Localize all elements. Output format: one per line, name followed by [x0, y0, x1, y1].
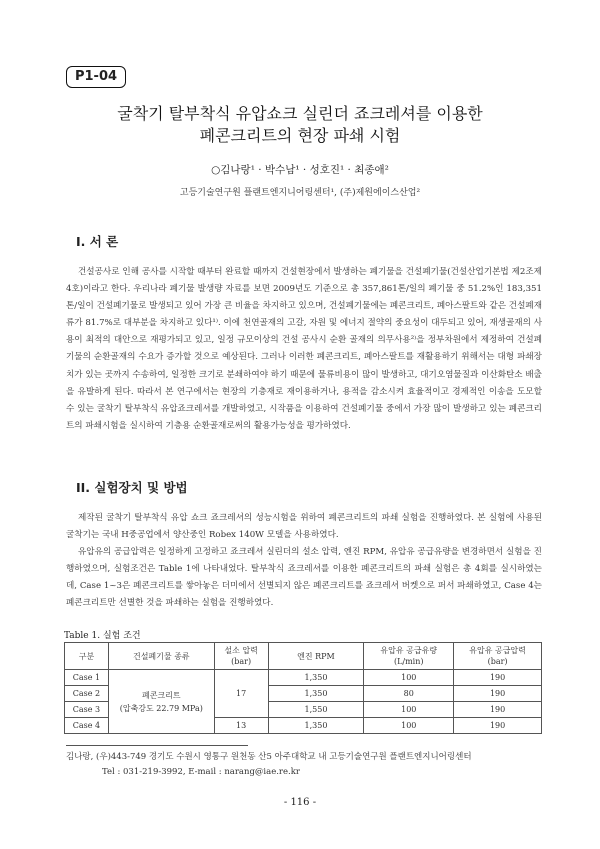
- footnote-contact: Tel : 031-219-3992, E-mail : narang@iae.re.kr: [102, 767, 300, 777]
- header-cell: 유압유 공급압력 (bar): [454, 643, 542, 670]
- case-cell: Case 2: [65, 686, 109, 702]
- table-caption: Table 1. 실험 조건: [64, 631, 141, 641]
- experiment-conditions-table: [64, 642, 542, 734]
- section-heading-intro: I. 서 론: [76, 234, 119, 249]
- rpm-cell: 1,350: [268, 670, 364, 686]
- footnote-divider: [66, 745, 248, 746]
- pressure-cell: 13: [214, 718, 268, 734]
- rpm-cell: 1,350: [268, 686, 364, 702]
- header-cell: 유압유 공급유량 (L/min): [364, 643, 454, 670]
- flow-cell: 100: [364, 702, 454, 718]
- paper-title-line1: 굴착기 탈부착식 유압쇼크 실린더 죠크레셔를 이용한: [117, 104, 483, 123]
- section-heading-method: II. 실험장치 및 방법: [76, 480, 188, 495]
- supply-cell: 190: [454, 718, 542, 734]
- supply-cell: 190: [454, 686, 542, 702]
- flow-cell: 80: [364, 686, 454, 702]
- affiliation: 고등기술연구원 플랜트엔지니어링센터¹, (주)제원에이스산업²: [179, 188, 421, 198]
- intro-body: [66, 264, 542, 435]
- author-list: ○김나랑¹ · 박수남¹ · 성호진¹ · 최종애²: [211, 164, 389, 176]
- case-cell: Case 1: [65, 670, 109, 686]
- table-row: [65, 670, 542, 686]
- flow-cell: 100: [364, 670, 454, 686]
- waste-type-cell: 폐콘크리트 (압축강도 22.79 MPa): [108, 670, 214, 734]
- method-body: [66, 510, 542, 613]
- case-cell: Case 4: [65, 718, 109, 734]
- case-cell: Case 3: [65, 702, 109, 718]
- header-cell: 엔진 RPM: [268, 643, 364, 670]
- method-paragraph-1: 제작된 굴착기 탈부착식 유압 쇼크 죠크레셔의 성능시험을 위하여 폐콘크리트의 파쇄 실험을 진행하였다. 본 실험에 사용된 굴착기는 국내 H중공업에서 양산중인 Robex 140W 모델을 사용하였다.: [66, 513, 542, 541]
- session-badge: P1-04: [66, 66, 126, 88]
- header-cell: 건설폐기물 종류: [108, 643, 214, 670]
- pressure-cell: 17: [214, 670, 268, 718]
- rpm-cell: 1,350: [268, 718, 364, 734]
- rpm-cell: 1,550: [268, 702, 364, 718]
- header-cell: 설소 압력 (bar): [214, 643, 268, 670]
- intro-paragraph: 건설공사로 인해 공사를 시작할 때부터 완료할 때까지 건설현장에서 발생하는 폐기물을 건설폐기물(건설산업기본법 제2조제4호)이라고 한다. 우리나라 폐기물 발생량 자료를 보면 2009년도 기준으로 총 357,861톤/일의 폐기물 중 51.2%인 183,351톤/일이 건설폐기물로 발생되고 있어 가장 큰 비율을 차지하고 있으며, 건설폐기물에는 폐콘크리트, 폐아스팔트와 같은 건설폐재류가 81.7%로 대부분을 차지하고 있다¹⁾. 이에 천연골재의 고갈, 자원 및 에너지 절약의 중요성이 대두되고 있어, 재생골재의 사용이 최적의 대안으로 재평가되고 있고, 일정 규모이상의 건설 공사시 순환 골재의 의무사용²⁾을 정부차원에서 제정하여 건설폐기물의 순환골재의 수요가 증가할 것으로 예상된다. 그러나 이러한 폐콘크리트, 폐아스팔트를 재활용하기 위해서는 대형 파쇄장치가 있는 곳까지 수송하여, 일정한 크기로 분쇄하여야 하기 때문에 물류비용이 많이 발생하고, 대기오염물질과 이산화탄소 배출을 유발하게 된다. 따라서 본 연구에서는 현장의 기층재로 재이용하거나, 용적을 감소시켜 효율적이고 경제적인 이송을 도모할 수 있는 굴착기 탈부착식 유압죠크레셔를 개발하였고, 시작품을 이용하여 건설폐기물 중에서 가장 많이 발생하고 있는 폐콘크리트의 파쇄시험을 실시하여 기층용 순환골재로써의 활용가능성을 평가하였다.: [66, 267, 542, 431]
- flow-cell: 100: [364, 718, 454, 734]
- header-cell: 구분: [65, 643, 109, 670]
- method-paragraph-2: 유압유의 공급압력은 일정하게 고정하고 죠크레셔 실린더의 설소 압력, 엔진 RPM, 유압유 공급유량을 변경하면서 실험을 진행하였으며, 실험조건은 Table 1에 나타내었다. 탈부착식 죠크레셔를 이용한 폐콘크리트의 파쇄 실험은 총 4회를 실시하였는데, Case 1~3은 폐콘크리트를 쌓아놓은 더미에서 선별되지 않은 폐콘크리트를 죠크레셔 버켓으로 퍼서 파쇄하였고, Case 4는 폐콘크리트만 선별한 것을 파쇄하는 실험을 진행하였다.: [66, 547, 542, 609]
- paper-title-line2: 폐콘크리트의 현장 파쇄 시험: [199, 126, 401, 145]
- supply-cell: 190: [454, 670, 542, 686]
- footnote: [66, 750, 472, 780]
- page-number: - 116 -: [283, 797, 317, 808]
- table-header-row: [65, 643, 542, 670]
- footnote-address: 김나랑, (우)443-749 경기도 수원시 영통구 원천동 산5 아주대학교 내 고등기술연구원 플랜트엔지니어링센터: [66, 752, 472, 762]
- supply-cell: 190: [454, 702, 542, 718]
